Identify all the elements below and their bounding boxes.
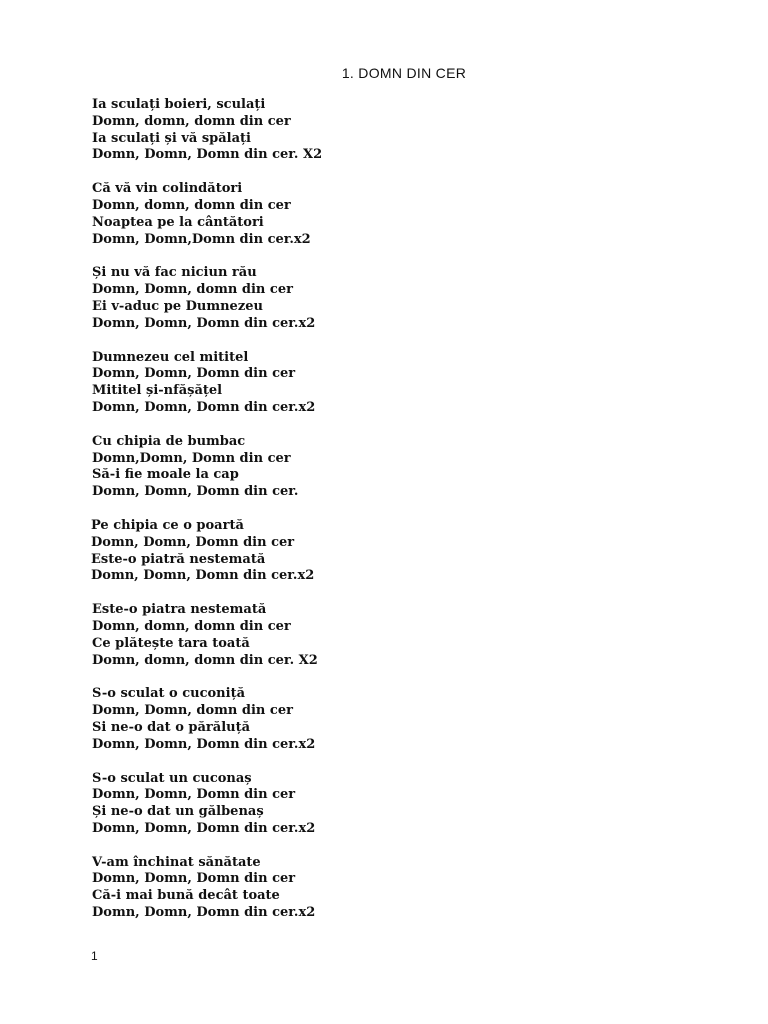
lyric-line: Domn, Domn, Domn din cer.x2: [91, 568, 315, 584]
lyric-line: Domn, domn, domn din cer. X2: [92, 652, 318, 668]
lyric-line: Domn, domn, domn din cer: [92, 618, 291, 634]
lyric-line: Domn, Domn, Domn din cer.x2: [92, 736, 316, 752]
lyric-line: Să-i fie moale la cap: [92, 467, 239, 483]
lyric-line: Domn, Domn, Domn din cer: [92, 366, 296, 382]
lyric-line: Domn, Domn, domn din cer: [92, 703, 293, 719]
lyric-line: Cu chipia de bumbac: [92, 433, 246, 449]
lyric-line: Și ne-o dat un gălbenaș: [92, 804, 264, 820]
lyric-line: Domn, Domn, Domn din cer: [92, 787, 296, 803]
stanza-5: [92, 434, 692, 501]
stanza-6: [91, 518, 692, 585]
lyric-line: S-o sculat o cuconiță: [92, 686, 246, 702]
lyric-line: Domn, Domn, Domn din cer. X2: [92, 147, 323, 163]
lyric-line: Că vă vin colindători: [92, 181, 243, 197]
lyric-line: Domn, Domn, Domn din cer.x2: [92, 905, 316, 921]
lyric-line: Pe chipia ce o poartă: [91, 517, 244, 533]
stanza-9: [92, 771, 692, 838]
lyric-line: Domn, Domn, Domn din cer.x2: [92, 315, 316, 331]
lyric-line: Mititel și-nfășățel: [92, 383, 223, 399]
lyric-line: Domn, Domn, Domn din cer.x2: [92, 820, 316, 836]
lyric-line: Noaptea pe la cântători: [92, 214, 264, 230]
page-number: 1: [91, 949, 98, 963]
lyric-line: Ia sculați și vă spălați: [92, 130, 251, 146]
stanza-3: [92, 265, 692, 332]
lyric-line: Ei v-aduc pe Dumnezeu: [92, 298, 263, 314]
stanza-8: [92, 686, 692, 753]
lyric-line: Ia sculați boieri, sculați: [92, 97, 266, 112]
lyric-line: Domn, domn, domn din cer: [92, 113, 291, 129]
lyric-line: Ce plătește tara toată: [92, 635, 250, 651]
lyric-line: Si ne-o dat o părăluță: [92, 719, 251, 735]
lyric-line: Dumnezeu cel mititel: [92, 349, 249, 365]
stanza-2: [92, 181, 692, 248]
lyric-line: Domn, domn, domn din cer: [92, 197, 291, 213]
lyrics-body: [92, 97, 692, 939]
lyric-line: Și nu vă fac niciun rău: [92, 265, 257, 281]
song-title: 1. DOMN DIN CER: [341, 65, 467, 81]
lyric-line: Este-o piatră nestemată: [91, 551, 266, 567]
lyric-line: Domn,Domn, Domn din cer: [92, 450, 291, 466]
lyric-line: V-am închinat sănătate: [92, 854, 261, 870]
lyric-line: Este-o piatra nestemată: [92, 602, 267, 618]
stanza-4: [92, 350, 692, 417]
lyric-line: Că-i mai bună decât toate: [92, 888, 280, 904]
lyric-line: Domn, Domn, domn din cer: [92, 282, 293, 298]
lyric-line: Domn, Domn, Domn din cer.x2: [92, 399, 316, 415]
stanza-10: [92, 855, 692, 922]
lyric-line: S-o sculat un cuconaș: [92, 770, 252, 786]
lyric-line: Domn, Domn, Domn din cer: [92, 871, 296, 887]
lyric-line: Domn, Domn, Domn din cer.: [92, 484, 299, 500]
stanza-1: [92, 97, 692, 164]
lyric-line: Domn, Domn,Domn din cer.x2: [92, 231, 311, 247]
stanza-7: [92, 602, 692, 669]
lyric-line: Domn, Domn, Domn din cer: [91, 534, 295, 550]
